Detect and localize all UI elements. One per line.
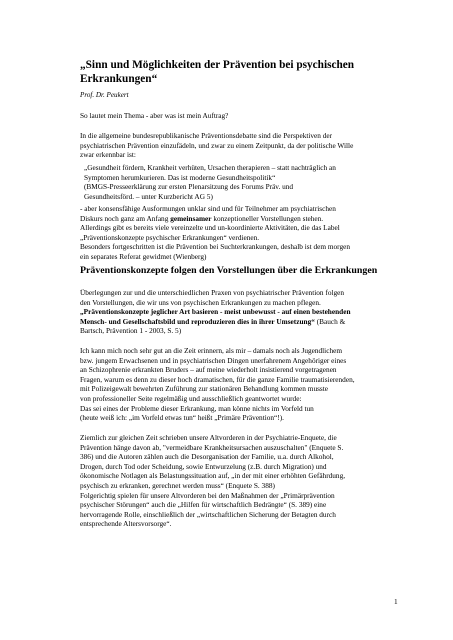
text-line: „Gesundheit fördern, Krankheit verhüten, Ursachen therapieren – statt nachträglich an [84,163,336,172]
text-line: psychischer Störungen“ auch die „Hilfen für wirtschaftlich Bedrängte“ (S. 389) eine [80,500,327,510]
text-line: von professioneller Seite regelmäßig und ausschließlich geantwortet wurde: [80,393,302,403]
text-line: Folgerichtig spielen für unsere Altvorderen bei den Maßnahmen der „Primärprävention [80,490,335,500]
text-line: zwar erkennbar ist: [80,150,136,160]
document-title [80,58,354,86]
text-line: an Schizophrenie erkrankten Bruders – auf meine wiederholt insistierend vorgetragenen [80,365,337,375]
section-heading: Präventionskonzepte folgen den Vorstellungen über die Erkrankungen [80,265,378,276]
bold-run: Mensch- und Gesellschaftsbild und reproduzieren dies in ihrer Umsetzung“ [80,316,315,326]
title-line: Erkrankungen“ [80,73,158,85]
text-line: In die allgemeine bundesrepublikanische Präventionsdebatte sind die Perspektiven der [80,131,333,140]
text-line: 386) und die Autoren zählen auch die Desorganisation der Familie, u.a. durch Alkohol, [80,452,334,462]
intro-paragraph [80,111,400,121]
text-run: konzeptioneller Vorstellungen stehen. [211,213,324,223]
text-line: Besonders fortgeschritten ist die Prävention bei Suchterkrankungen, deshalb ist dem morgen [80,242,350,252]
text-line: ökonomische Notlagen als Belastungssituation auf, „in der mit einer erhöhten Gefährdung, [80,471,346,481]
text-line: den Vorstellungen, die wir uns von psychischen Erkrankungen zu machen pflegen. [80,297,321,307]
paragraph-4 [80,346,400,423]
text-line: Symptomen herumkurieren. Das ist moderne Gesundheitspolitik“ [84,172,276,182]
text-line: Ziemlich zur gleichen Zeit schrieben unsere Altvorderen in der Psychiatrie-Enquete, die [80,433,337,442]
text-line: Drogen, durch Tod oder Scheidung, sowie Entwurzelung (z.B. durch Migration) und [80,461,327,471]
title-line: „Sinn und Möglichkeiten der Prävention bei psychischen [80,59,355,71]
text-run: (Bauch & [314,316,346,326]
text-line: „Präventionskonzepte psychischer Erkrankungen“ verdienen. [80,232,260,242]
text-line: psychiatrischen Prävention einzufädeln, und zwar zu einem Zeitpunkt, da der politische Wille [80,140,354,150]
text-line: Fragen, warum es denn zu dieser hoch dramatischen, für die ganze Familie traumatisierenden, [80,374,355,384]
text-line: So lautet mein Thema - aber was ist mein Auftrag? [80,111,229,120]
text-line: mit Polizeigewalt bewehrten Zuführung zur stationären Behandlung kommen musste [80,384,329,394]
paragraph-3 [80,288,400,336]
paragraph-5 [80,433,400,529]
text-line: Das sei eines der Probleme dieser Erkrankung, man könne nichts im Vorfeld tun [80,403,314,413]
text-line: hervorragende Rolle, einschließlich der „wirtschaftlichen Sicherung der Betagten durch [80,509,336,519]
text-line: Prävention hänge davon ab, "vermeidbare Krankheitsursachen auszuschalten" (Enquete S. [80,442,344,452]
text-line: Überlegungen zur und die unterschiedlichen Praxen von psychiatrischer Prävention folgen [80,288,345,297]
text-line: Bartsch, Prävention 1 - 2003, S. 5) [80,326,182,336]
text-line: Ich kann mich noch sehr gut an die Zeit erinnern, als mir – damals noch als Jugendlichem [80,346,343,355]
text-line: Gesundheitsförd. – unter Kurzbericht AG 5) [84,191,213,201]
text-line: (BMGS-Presseerklärung zur ersten Plenarsitzung des Forums Präv. und [84,182,294,192]
paragraph-1 [80,131,400,160]
text-line: (heute weiß ich: „im Vorfeld etwas tun“ heißt „Primäre Prävention“!). [80,413,284,423]
page-number: 1 [394,597,398,606]
text-line: entsprechende Altersvorsorge“. [80,519,172,529]
text-line: psychisch zu erkranken, gerechnet werden muss“ (Enquete S. 388) [80,480,275,490]
quote-block [80,163,404,201]
text-line: bzw. jungem Erwachsenen und in psychiatrischen Dingen unerfahrenem Angehöriger eines [80,355,347,365]
paragraph-2 [80,204,400,262]
text-line: Allerdings gibt es bereits viele vereinzelte und un-koordinierte Aktivitäten, die das Label [80,223,340,233]
text-line [80,317,400,327]
bold-run: gemeinsamer [170,213,212,223]
author: Prof. Dr. Peukert [80,91,129,99]
text-line [80,307,400,317]
text-line: - aber konsensfähige Ausformungen unklar sind und für Teilnehmer am psychiatrischen [80,204,336,213]
text-run: Diskurs noch ganz am Anfang [80,213,171,223]
text-line: ein separates Referat gewidmet (Wienberg) [80,251,207,261]
text-line [80,214,400,224]
bold-run: „Präventionskonzepte jeglicher Art basieren - meist unbewusst - auf einen bestehenden [80,307,351,317]
